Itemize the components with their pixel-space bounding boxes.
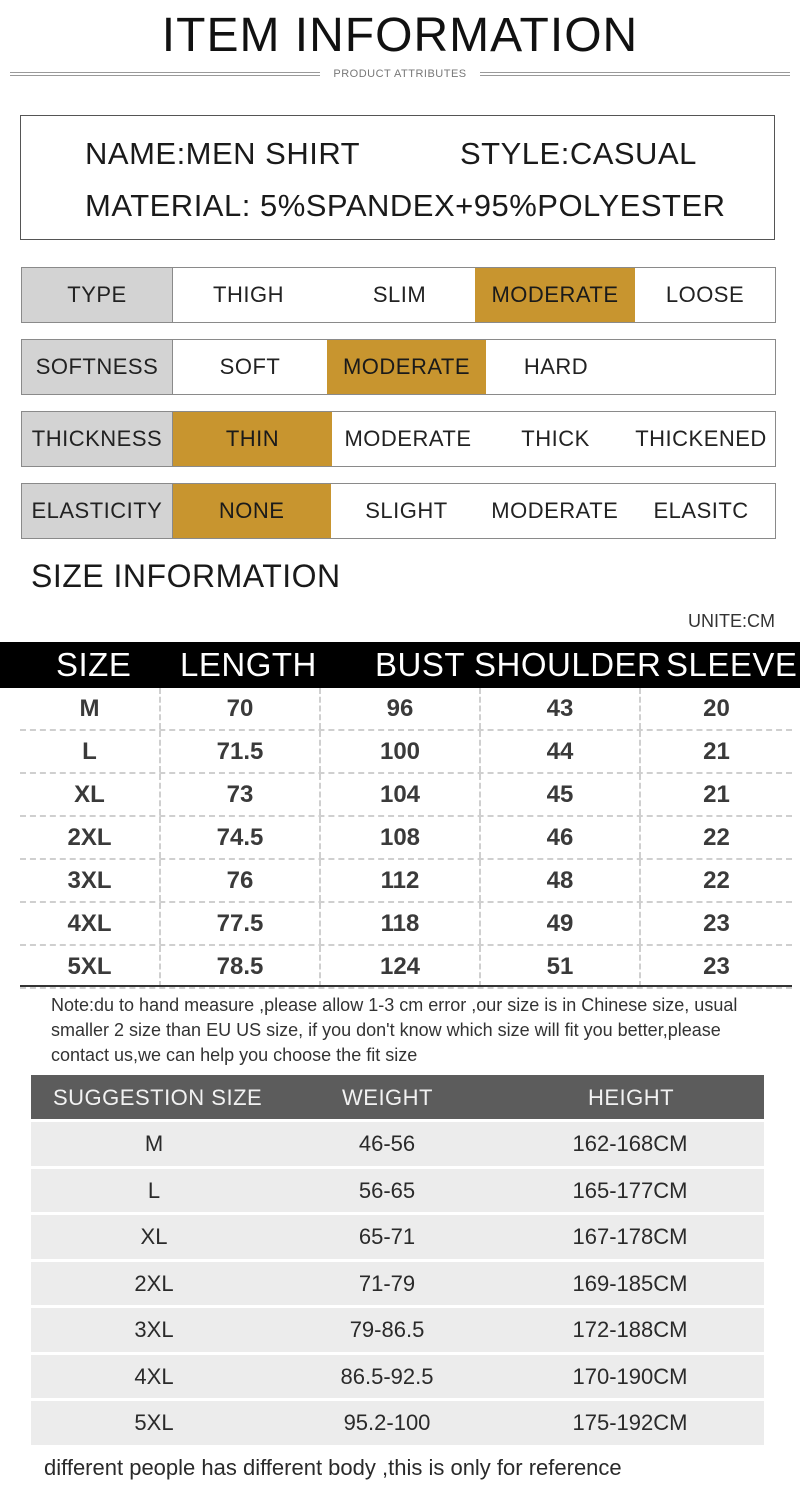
table-cell: 21 (703, 738, 730, 765)
table-cell: 71.5 (161, 731, 321, 772)
size-info-heading: SIZE INFORMATION (31, 558, 341, 594)
table-cell: M (20, 688, 161, 729)
attribute-option: SLIM (372, 282, 427, 307)
suggestion-table (31, 1075, 764, 1445)
product-info-box (20, 115, 775, 240)
table-row (20, 774, 792, 817)
table-cell: 20 (703, 695, 730, 722)
table-cell: 118 (321, 903, 481, 944)
table-cell: 23 (703, 953, 730, 980)
reference-note: different people has different body ,this is only for reference (44, 1455, 622, 1480)
table-cell: 95.2-100 (343, 1410, 431, 1435)
table-row (31, 1352, 764, 1399)
attribute-option: SOFT (219, 354, 281, 379)
attribute-option: MODERATE (344, 426, 472, 451)
table-cell: 167-178CM (572, 1224, 688, 1249)
table-cell: XL (20, 774, 161, 815)
table-cell: 77.5 (161, 903, 321, 944)
size-table-bottom-rule (20, 985, 792, 987)
table-cell: 22 (703, 824, 730, 851)
attribute-option-selected: MODERATE (327, 340, 486, 394)
attribute-option: MODERATE (491, 498, 619, 523)
table-cell: 49 (481, 903, 641, 944)
table-cell: 56-65 (358, 1177, 416, 1203)
table-cell: 21 (703, 781, 730, 808)
column-header: SLEEVE (666, 646, 798, 683)
table-cell: 165-177CM (572, 1177, 688, 1203)
table-cell: 96 (321, 688, 481, 729)
table-cell: 23 (703, 910, 730, 937)
table-cell: 78.5 (161, 946, 321, 987)
table-row (31, 1259, 764, 1306)
attribute-option: THICK (521, 426, 590, 451)
attribute-row-softness (21, 339, 776, 395)
table-cell: 76 (161, 860, 321, 901)
attribute-option: SLIGHT (365, 498, 448, 523)
table-cell: 104 (321, 774, 481, 815)
table-cell: 43 (481, 688, 641, 729)
table-cell: 79-86.5 (349, 1317, 425, 1342)
table-cell: 22 (703, 867, 730, 894)
attribute-option-selected: NONE (173, 484, 331, 538)
table-cell: 172-188CM (572, 1317, 688, 1342)
table-cell: 3XL (20, 860, 161, 901)
suggestion-table-body (31, 1119, 764, 1445)
page-title: ITEM INFORMATION (161, 9, 639, 62)
table-cell: 2XL (134, 1270, 174, 1296)
table-cell: 162-168CM (572, 1131, 688, 1156)
table-row (31, 1212, 764, 1259)
attribute-option: LOOSE (665, 282, 745, 307)
table-cell: 170-190CM (572, 1363, 688, 1389)
table-cell: 51 (481, 946, 641, 987)
attribute-option-selected: MODERATE (475, 268, 635, 322)
table-row (31, 1398, 764, 1445)
attribute-option: HARD (523, 354, 589, 379)
column-header: LENGTH (180, 646, 317, 683)
table-cell: 46 (481, 817, 641, 858)
table-row (20, 903, 792, 946)
size-table (20, 688, 792, 989)
table-cell: 70 (161, 688, 321, 729)
table-row (20, 860, 792, 903)
column-header: SIZE (56, 646, 132, 683)
table-cell: 124 (321, 946, 481, 987)
table-cell: 45 (481, 774, 641, 815)
table-cell: 65-71 (358, 1224, 416, 1249)
column-header: BUST (375, 646, 466, 683)
column-header: SUGGESTION SIZE (53, 1085, 263, 1110)
table-cell: 5XL (20, 946, 161, 987)
table-cell: 3XL (134, 1317, 174, 1342)
column-header: WEIGHT (342, 1085, 433, 1110)
attribute-label: THICKNESS (22, 412, 173, 466)
table-cell: 74.5 (161, 817, 321, 858)
table-cell: 46-56 (358, 1131, 416, 1156)
attribute-row-type (21, 267, 776, 323)
attribute-label: SOFTNESS (22, 340, 173, 394)
attribute-label: TYPE (22, 268, 173, 322)
unit-label: UNITE:CM (688, 611, 775, 631)
table-row (31, 1119, 764, 1166)
attribute-label: ELASTICITY (22, 484, 173, 538)
product-material: MATERIAL: 5%SPANDEX+95%POLYESTER (85, 188, 726, 223)
table-row (20, 946, 792, 989)
table-cell: 48 (481, 860, 641, 901)
page-subtitle: PRODUCT ATTRIBUTES (320, 68, 480, 80)
attribute-option: ELASITC (653, 498, 749, 523)
table-cell: 112 (321, 860, 481, 901)
attribute-option-selected: THIN (173, 412, 332, 466)
table-cell: 71-79 (358, 1270, 416, 1296)
attribute-row-elasticity (21, 483, 776, 539)
table-cell: XL (140, 1224, 168, 1249)
attribute-option: THIGH (213, 282, 284, 307)
table-cell: 2XL (20, 817, 161, 858)
column-header: SHOULDER (474, 646, 662, 683)
table-cell: 175-192CM (572, 1410, 688, 1435)
product-style: STYLE:CASUAL (460, 136, 697, 171)
table-cell: 4XL (20, 903, 161, 944)
table-cell: M (144, 1131, 164, 1156)
table-cell: 108 (321, 817, 481, 858)
table-cell: 5XL (134, 1410, 174, 1435)
table-cell: 73 (161, 774, 321, 815)
table-row (31, 1166, 764, 1213)
table-row (31, 1305, 764, 1352)
attribute-row-thickness (21, 411, 776, 467)
size-table-header (0, 642, 800, 688)
table-row (20, 731, 792, 774)
table-cell: 100 (321, 731, 481, 772)
column-header: HEIGHT (588, 1085, 675, 1110)
measurement-note: Note:du to hand measure ,please allow 1-3 cm error ,our size is in Chinese size, usual smaller 2 size than EU US size, if you don't know which size will fit you better,please contact us,we can help you choose the fit size (51, 995, 738, 1065)
attribute-option: THICKENED (635, 426, 767, 451)
table-row (20, 688, 792, 731)
suggestion-table-header (31, 1075, 764, 1119)
table-cell: 4XL (134, 1363, 174, 1389)
product-name: NAME:MEN SHIRT (85, 136, 361, 171)
table-cell: 86.5-92.5 (340, 1363, 434, 1389)
table-cell: L (147, 1177, 161, 1203)
table-cell: L (20, 731, 161, 772)
table-cell: 169-185CM (572, 1270, 688, 1296)
table-row (20, 817, 792, 860)
table-cell: 44 (481, 731, 641, 772)
